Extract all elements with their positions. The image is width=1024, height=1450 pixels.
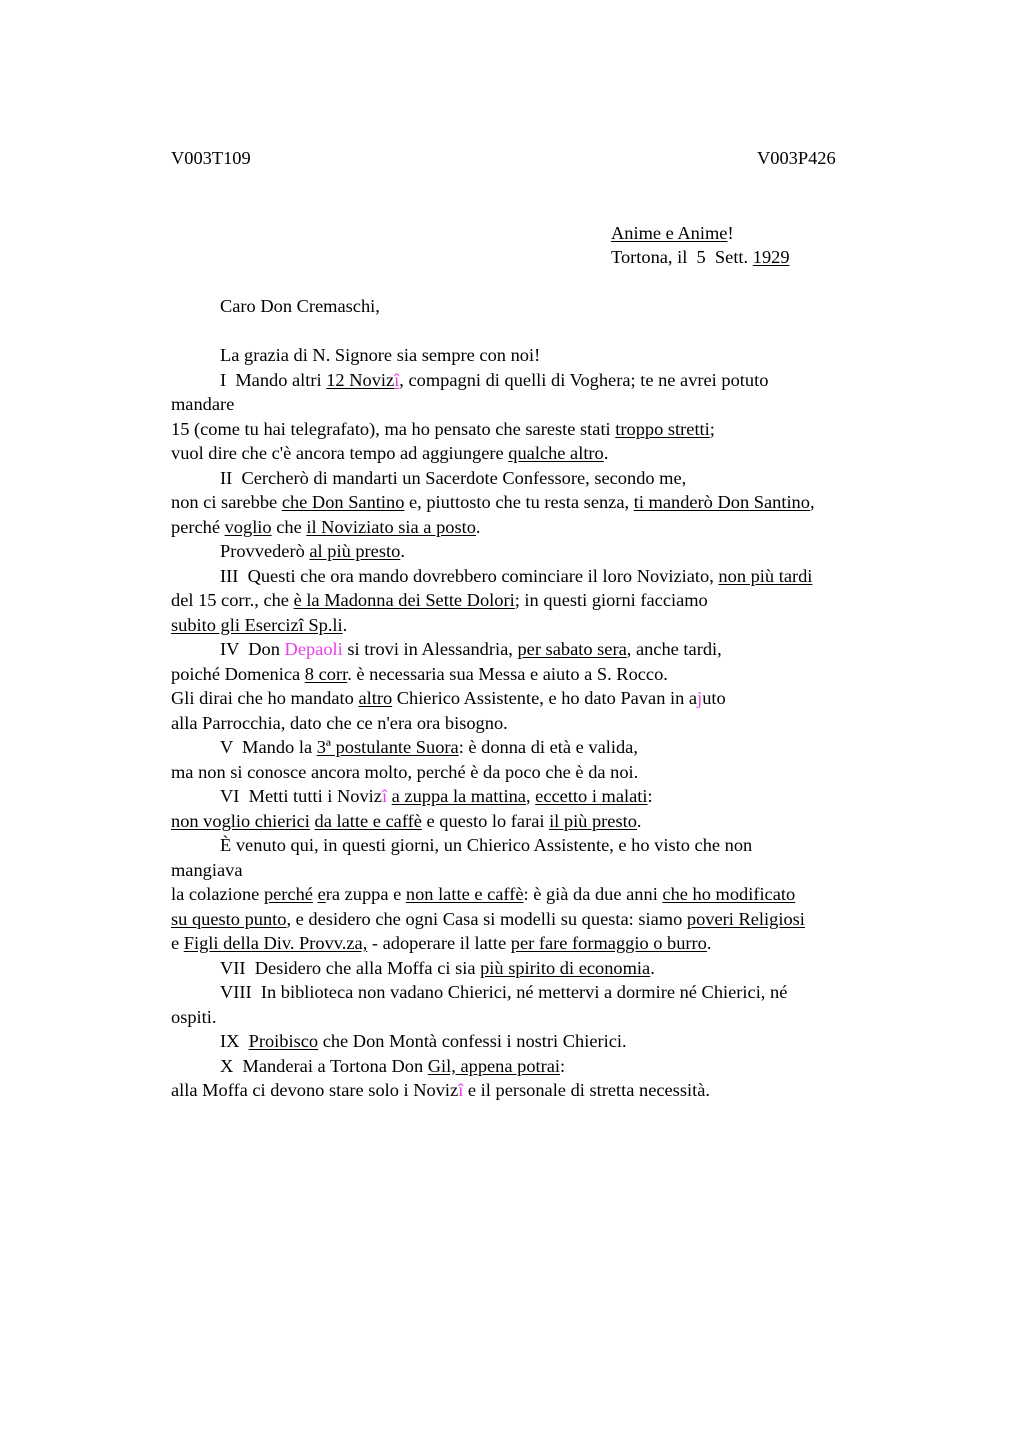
text-segment: poiché Domenica — [171, 663, 305, 684]
text-segment: del 15 corr., che — [171, 590, 294, 610]
text-segment: . — [706, 933, 712, 953]
underlined-text: altro — [358, 688, 393, 708]
letter-line — [171, 564, 911, 589]
text-segment: e — [171, 933, 184, 953]
text-segment: si trovi in Alessandria, — [342, 639, 518, 659]
text-segment: II Cercherò di mandarti un Sacerdote Confessore, secondo me, — [220, 467, 687, 488]
motto-underlined: Anime e Anime — [611, 223, 728, 243]
text-segment: non ci sarebbe — [171, 492, 282, 512]
text-segment: IX — [220, 1031, 249, 1051]
underlined-text: per fare formaggio o burro — [510, 933, 707, 953]
letter-line — [171, 1029, 911, 1054]
document-reference-left: V003T109 — [171, 148, 251, 168]
letter-body — [171, 343, 911, 1103]
letter-line — [171, 980, 911, 1005]
motto-end: ! — [727, 223, 734, 243]
letter-line — [171, 368, 911, 393]
underlined-text: ti manderò Don Santino — [633, 492, 810, 512]
text-segment: , compagni di quelli di Voghera; te ne avrei potuto — [399, 369, 769, 390]
text-segment: che — [271, 516, 307, 537]
text-segment: . è necessaria sua Messa e aiuto a S. Rocco. — [347, 663, 668, 684]
underlined-text: da latte e caffè — [314, 810, 422, 831]
letter-line — [171, 956, 911, 981]
text-segment: Chierico Assistente, e ho dato Pavan in a — [392, 688, 698, 708]
underlined-text: subito gli Esercizî Sp.li — [171, 614, 343, 635]
letter-line — [171, 809, 911, 834]
text-segment: mandare — [171, 394, 235, 414]
text-segment: IV Don — [220, 639, 285, 659]
letter-line — [171, 735, 911, 760]
letter-line — [171, 662, 911, 687]
text-segment: La grazia di N. Signore sia sempre con noi! — [220, 345, 541, 365]
text-segment: ma non si conosce ancora molto, perché è da poco che è da noi. — [171, 761, 639, 782]
highlighted-text: î — [381, 786, 388, 806]
underlined-text: 12 Noviz — [326, 369, 395, 390]
text-segment: Provvederò — [220, 541, 310, 561]
text-segment: ra zuppa e — [325, 884, 406, 904]
text-segment: perché — [171, 516, 225, 537]
text-segment: la colazione — [171, 884, 264, 904]
underlined-text: troppo stretti — [615, 418, 710, 439]
text-segment: VIII In biblioteca non vadano Chierici, né mettervi a dormire né Chierici, né — [220, 982, 788, 1002]
text-segment: e questo lo farai — [421, 810, 550, 831]
underlined-text: il Noviziato sia a posto — [306, 516, 476, 537]
highlighted-text: î — [394, 369, 400, 390]
text-segment: X Manderai a Tortona Don — [220, 1055, 428, 1076]
text-segment: ospiti. — [171, 1006, 217, 1027]
underlined-text: 3ª postulante Suora — [316, 737, 459, 757]
letter-line — [171, 711, 911, 736]
letter-line — [171, 833, 911, 858]
underlined-text: più spirito di economia — [480, 957, 651, 978]
underlined-text: il più presto — [549, 810, 637, 831]
text-segment: VII Desidero che alla Moffa ci sia — [220, 957, 481, 978]
text-segment: . — [475, 516, 481, 537]
highlighted-text: j — [697, 688, 703, 708]
underlined-text: a zuppa la mattina — [391, 786, 526, 806]
letter-line — [171, 515, 911, 540]
underlined-text: e — [317, 884, 326, 904]
text-segment: I Mando altri — [220, 369, 327, 390]
text-segment: : è già da due anni — [523, 884, 663, 904]
text-segment: . — [603, 443, 609, 463]
letter-line — [171, 1078, 911, 1103]
text-segment: e, piuttosto che tu resta senza, — [404, 492, 634, 512]
underlined-text: Gil, appena potrai — [427, 1055, 561, 1076]
underlined-text: voglio — [224, 516, 272, 537]
text-segment: , anche tardi, — [626, 639, 722, 659]
text-segment: - adoperare il latte — [367, 933, 511, 953]
underlined-text: non latte e caffè — [405, 884, 524, 904]
dateline — [611, 245, 790, 269]
document-reference-right: V003P426 — [757, 148, 836, 168]
text-segment: VI Metti tutti i Noviz — [220, 786, 382, 806]
highlighted-text: î — [458, 1080, 464, 1100]
text-segment: . — [650, 957, 655, 978]
letter-line — [171, 392, 911, 417]
text-segment: alla Parrocchia, dato che ce n'era ora bisogno. — [171, 712, 508, 733]
text-segment: e il personale di stretta necessità. — [463, 1080, 710, 1100]
letter-line — [171, 490, 911, 515]
highlighted-text: Depaoli — [284, 639, 343, 659]
text-segment: che Don Montà confessi i nostri Chierici. — [318, 1031, 627, 1051]
letter-line — [171, 931, 911, 956]
text-segment: V Mando la — [220, 737, 317, 757]
text-segment: alla Moffa ci devono stare solo i Noviz — [171, 1080, 459, 1100]
text-segment: , — [809, 492, 815, 512]
letter-line — [171, 613, 911, 638]
date-year: 1929 — [752, 247, 790, 267]
text-segment: 15 (come tu hai telegrafato), ma ho pensato che sareste stati — [171, 418, 616, 439]
text-segment: , e desidero che ogni Casa si modelli su questa: siamo — [286, 908, 687, 929]
text-segment: III Questi che ora mando dovrebbero cominciare il loro Noviziato, — [220, 565, 719, 586]
underlined-text: eccetto i malati — [535, 786, 648, 806]
text-segment: . — [636, 810, 642, 831]
date-prefix: Tortona, il 5 Sett. — [611, 247, 753, 267]
text-segment: : è donna di età e valida, — [458, 737, 638, 757]
underlined-text: 8 corr — [304, 663, 348, 684]
letter-line — [171, 539, 911, 564]
letter-line — [171, 686, 911, 711]
underlined-text: che ho modificato — [662, 884, 796, 904]
letter-line — [171, 637, 911, 662]
text-segment: Gli dirai che ho mandato — [171, 688, 359, 708]
text-segment: vuol dire che c'è ancora tempo ad aggiungere — [171, 443, 509, 463]
underlined-text: al più presto — [309, 541, 401, 561]
underlined-text: Proibisco — [248, 1031, 319, 1051]
underlined-text: poveri Religiosi — [686, 908, 805, 929]
letter-line — [171, 441, 911, 466]
text-segment: , — [525, 786, 536, 806]
letter-line — [171, 466, 911, 491]
text-segment: mangiava — [171, 859, 243, 880]
letter-line — [171, 1054, 911, 1079]
letter-line — [171, 1005, 911, 1030]
underlined-text: su questo punto — [171, 908, 287, 929]
letter-line — [171, 907, 911, 932]
underlined-text: che Don Santino — [281, 492, 405, 512]
letter-line — [171, 784, 911, 809]
underlined-text: per sabato sera — [517, 639, 627, 659]
text-segment: : — [647, 786, 653, 806]
letter-line — [171, 417, 911, 442]
underlined-text: perché — [263, 884, 313, 904]
text-segment: . — [400, 541, 405, 561]
text-segment: ; in questi giorni facciamo — [514, 590, 708, 610]
salutation: Caro Don Cremaschi, — [220, 296, 380, 316]
underlined-text: è la Madonna dei Sette Dolori — [293, 590, 515, 610]
text-segment: uto — [702, 688, 726, 708]
underlined-text: Figli della Div. Provv.za, — [183, 933, 368, 953]
letter-line — [171, 858, 911, 883]
text-segment: : — [560, 1055, 566, 1076]
text-segment: ; — [709, 418, 715, 439]
text-segment: È venuto qui, in questi giorni, un Chierico Assistente, e ho visto che non — [220, 835, 753, 855]
letter-line — [171, 760, 911, 785]
underlined-text: qualche altro — [508, 443, 604, 463]
letter-line — [171, 588, 911, 613]
letter-line — [171, 343, 911, 368]
text-segment: . — [342, 614, 348, 635]
underlined-text: non più tardi — [718, 565, 813, 586]
underlined-text: non voglio chierici — [171, 810, 310, 831]
motto — [611, 221, 734, 245]
letter-line — [171, 882, 911, 907]
